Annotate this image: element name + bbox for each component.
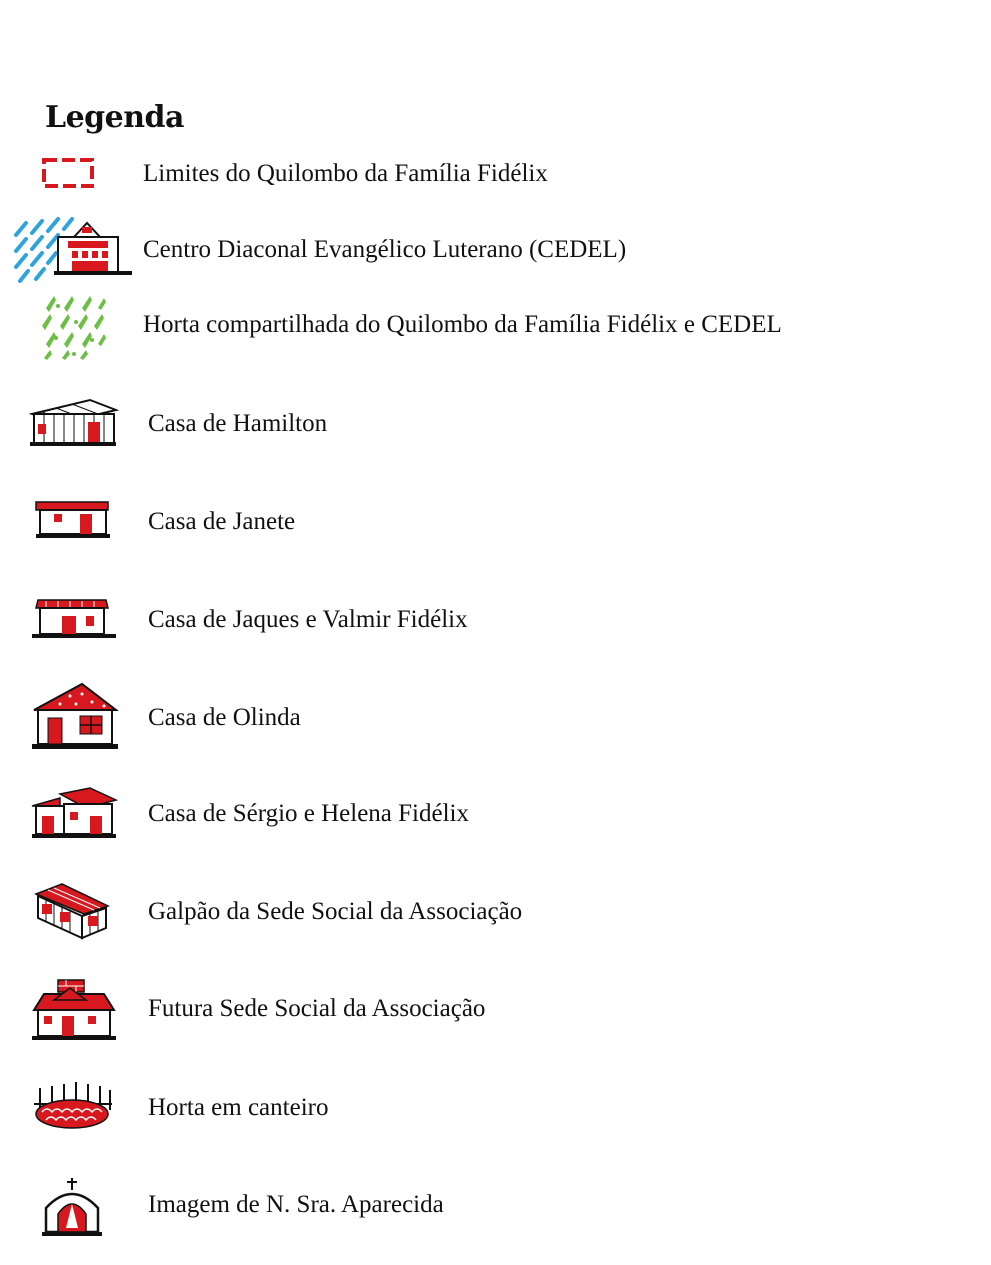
legend-label: Futura Sede Social da Associação — [148, 995, 486, 1022]
slanted-roof-house-icon — [30, 786, 118, 842]
flat-roof-house-icon — [30, 598, 116, 640]
tiled-roof-house-icon — [30, 682, 118, 752]
shared-garden-pattern-icon — [40, 294, 108, 360]
legend-label: Casa de Janete — [148, 508, 296, 535]
legend-label: Imagem de N. Sra. Aparecida — [148, 1191, 444, 1218]
legend-label: Centro Diaconal Evangélico Luterano (CEDEL) — [143, 236, 627, 263]
legend-label: Casa de Sérgio e Helena Fidélix — [148, 800, 469, 827]
legend-item-cedel — [0, 215, 991, 285]
legend-label: Horta compartilhada do Quilombo da Família Fidélix e CEDEL — [143, 311, 782, 338]
legend-label: Casa de Jaques e Valmir Fidélix — [148, 606, 468, 633]
legend-item-casa-olinda — [0, 678, 991, 748]
legend-item-futura-sede — [0, 976, 991, 1046]
legend-item-casa-sergio-helena — [0, 780, 991, 850]
legend-item-shared-garden — [0, 290, 991, 360]
legend-label: Galpão da Sede Social da Associação — [148, 898, 523, 925]
wooden-house-icon — [28, 396, 118, 448]
small-house-icon — [34, 500, 112, 540]
cedel-building-icon — [12, 217, 134, 283]
shed-icon — [34, 878, 112, 942]
legend-label: Casa de Hamilton — [148, 410, 328, 437]
legend-item-casa-hamilton — [0, 390, 991, 460]
future-headquarters-icon — [30, 978, 116, 1042]
legend-title: Legenda — [45, 100, 184, 135]
legend-item-aparecida — [0, 1172, 991, 1242]
legend-item-boundary — [0, 140, 991, 210]
legend-item-galpao — [0, 876, 991, 946]
chapel-icon — [42, 1178, 104, 1238]
legend-label: Casa de Olinda — [148, 704, 301, 731]
legend-label: Horta em canteiro — [148, 1094, 329, 1121]
legend-item-casa-jaques-valmir — [0, 586, 991, 656]
legend-label: Limites do Quilombo da Família Fidélix — [143, 160, 548, 187]
dashed-boundary-icon — [42, 158, 94, 188]
legend-item-horta-canteiro — [0, 1074, 991, 1144]
legend-item-casa-janete — [0, 488, 991, 558]
garden-bed-icon — [32, 1080, 114, 1132]
